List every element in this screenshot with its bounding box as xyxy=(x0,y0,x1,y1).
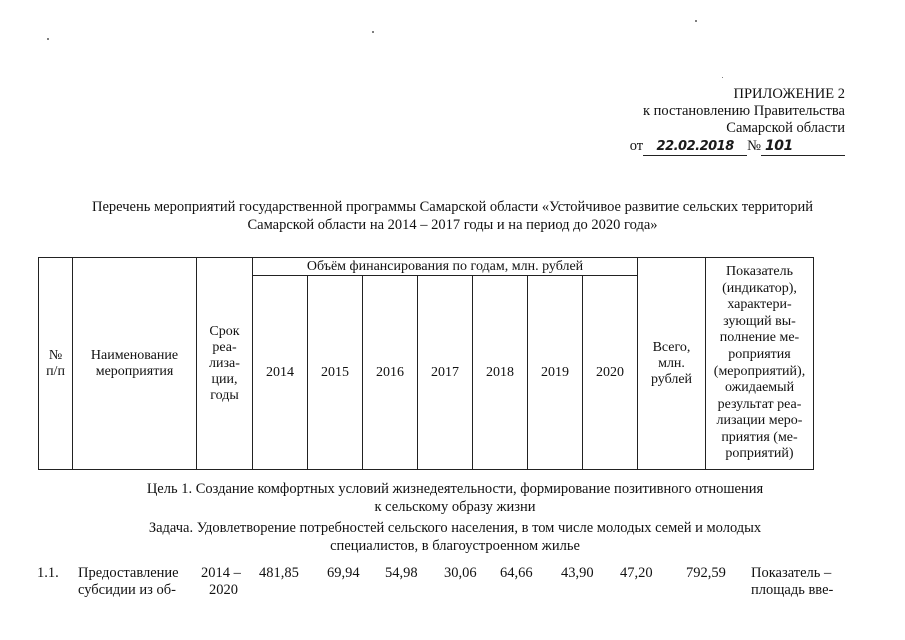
document-title-line-2: Самарской области на 2014 – 2017 годы и на период до 2020 года» xyxy=(247,217,658,233)
date-field xyxy=(643,137,747,156)
row-indicator-line-1: Показатель – xyxy=(751,565,832,581)
appendix-header xyxy=(630,86,845,156)
header-name-line: Наименование xyxy=(90,347,179,363)
row-term-line-1: 2014 – xyxy=(201,565,241,581)
header-term-line: реа- xyxy=(212,339,237,355)
row-term xyxy=(201,565,241,599)
scan-speck xyxy=(695,20,697,22)
header-indicator-line: результат реа- xyxy=(717,396,802,412)
row-name-line-1: Предоставление xyxy=(78,565,179,581)
scan-speck xyxy=(47,38,49,40)
goal-line-1: Цель 1. Создание комфортных условий жизнедеятельности, формирование позитивного отношения xyxy=(146,481,764,497)
header-indicator-line: (индикатор), xyxy=(722,280,797,296)
appendix-date-number xyxy=(630,137,845,156)
row-value-2016: 54,98 xyxy=(385,565,418,581)
header-year-2019: 2019 xyxy=(528,276,583,470)
header-total-line: рублей xyxy=(650,371,693,387)
header-indicator-line: (мероприятий), xyxy=(713,363,806,379)
goal-heading xyxy=(60,480,850,516)
header-indicator xyxy=(706,258,814,470)
row-total: 792,59 xyxy=(686,565,726,581)
task-heading xyxy=(60,519,850,555)
header-number xyxy=(39,258,73,470)
number-field xyxy=(761,138,845,156)
row-term-line-2: 2020 xyxy=(209,582,238,598)
row-name xyxy=(78,565,179,599)
header-funding: Объём финансирования по годам, млн. рублей xyxy=(253,258,638,276)
row-indicator xyxy=(751,565,833,599)
header-term-line: ции, xyxy=(211,371,238,387)
row-indicator-line-2: площадь вве- xyxy=(751,582,834,598)
measures-table xyxy=(38,257,814,470)
row-value-2019: 43,90 xyxy=(561,565,594,581)
header-indicator-line: зующий вы- xyxy=(723,313,796,329)
row-value-2015: 69,94 xyxy=(327,565,360,581)
header-year-2020: 2020 xyxy=(583,276,638,470)
header-total-line: млн. xyxy=(658,355,685,371)
header-year-2014: 2014 xyxy=(253,276,308,470)
document-title-line-1: Перечень мероприятий государственной программы Самарской области «Устойчивое развитие сельских территорий xyxy=(92,199,813,215)
header-number-line: № xyxy=(48,347,63,363)
header-indicator-line: роприятий) xyxy=(725,446,794,462)
header-term-line: лиза- xyxy=(209,355,240,371)
header-name xyxy=(73,258,197,470)
number-prefix: № xyxy=(747,138,761,154)
header-term xyxy=(197,258,253,470)
row-number: 1.1. xyxy=(37,565,59,581)
header-name-line: мероприятия xyxy=(95,363,174,379)
appendix-title: ПРИЛОЖЕНИЕ 2 xyxy=(733,86,845,102)
handwritten-date: 22.02.2018 xyxy=(656,139,734,154)
row-name-line-2: субсидии из об- xyxy=(78,582,176,598)
header-number-line: п/п xyxy=(46,363,65,379)
appendix-line-region: Самарской области xyxy=(726,120,845,136)
row-value-2017: 30,06 xyxy=(444,565,477,581)
header-term-line: годы xyxy=(210,387,239,403)
header-indicator-line: характери- xyxy=(727,297,792,313)
scan-speck xyxy=(722,77,723,78)
header-total-line: Всего, xyxy=(652,339,691,355)
header-indicator-line: лизации меро- xyxy=(716,413,803,429)
task-line-1: Задача. Удовлетворение потребностей сельского населения, в том числе молодых семей и молодых xyxy=(148,520,762,536)
scan-speck xyxy=(372,31,374,33)
handwritten-number: 101 xyxy=(765,138,793,154)
header-year-2015: 2015 xyxy=(308,276,363,470)
row-value-2018: 64,66 xyxy=(500,565,533,581)
row-value-2014: 481,85 xyxy=(259,565,299,581)
header-total xyxy=(638,258,706,470)
header-indicator-line: полнение ме- xyxy=(719,330,800,346)
header-indicator-line: роприятия xyxy=(728,346,791,362)
header-indicator-line: Показатель xyxy=(726,263,793,279)
goal-line-2: к сельскому образу жизни xyxy=(374,499,536,515)
header-indicator-line: приятия (ме- xyxy=(721,429,798,445)
document-title xyxy=(30,198,875,234)
date-prefix: от xyxy=(629,138,644,154)
header-year-2018: 2018 xyxy=(473,276,528,470)
row-value-2020: 47,20 xyxy=(620,565,653,581)
header-term-line: Срок xyxy=(209,323,240,339)
appendix-line-resolution: к постановлению Правительства xyxy=(643,103,845,119)
task-line-2: специалистов, в благоустроенном жилье xyxy=(330,538,580,554)
header-year-2016: 2016 xyxy=(363,276,418,470)
header-year-2017: 2017 xyxy=(418,276,473,470)
header-indicator-line: ожидаемый xyxy=(724,380,795,396)
